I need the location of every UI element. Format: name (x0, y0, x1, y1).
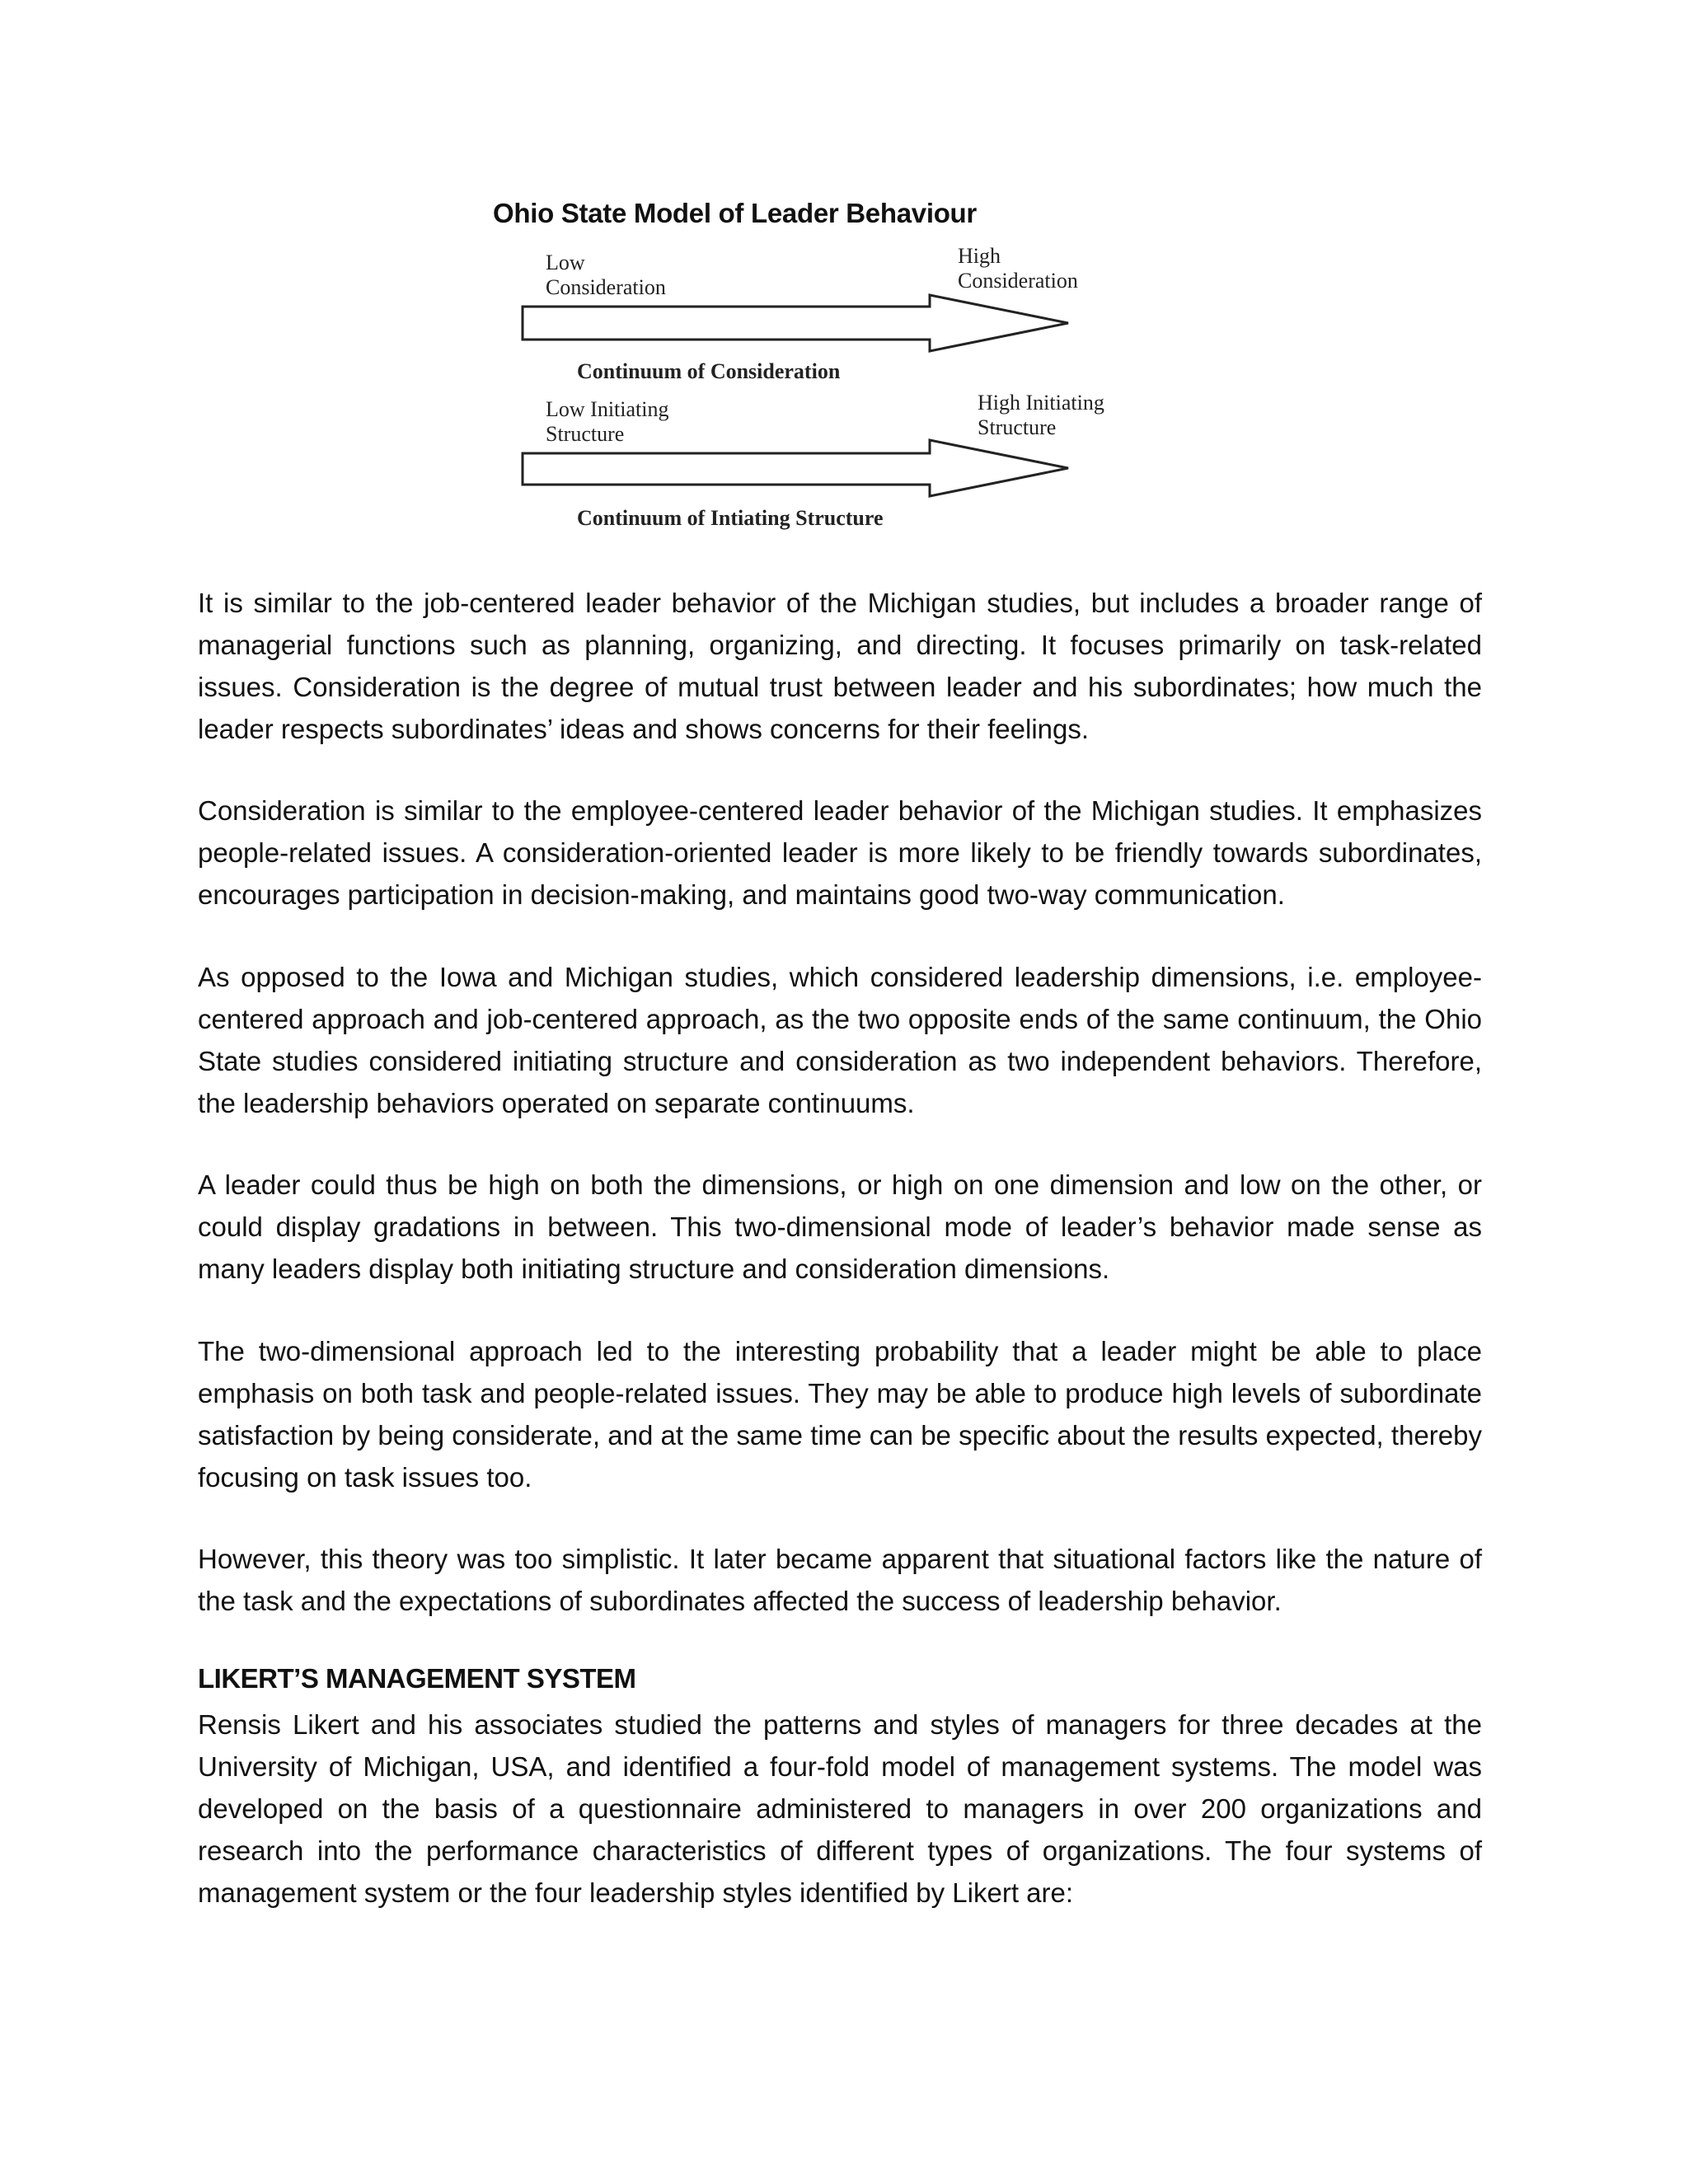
figure-title: Ohio State Model of Leader Behaviour (493, 198, 977, 228)
paragraph-3: As opposed to the Iowa and Michigan studies, which considered leadership dimensions, i.e. employee-centered approach and job-centered approach, as the two opposite ends of the same continuum, the Ohio State studies considered initiating structure and consideration as two independent behaviors. Therefore, the leadership behaviors operated on separate continuums. (198, 962, 1482, 1118)
paragraph-1: It is similar to the job-centered leader behavior of the Michigan studies, but includes a broader range of managerial functions such as planning, organizing, and directing. It focuses primarily on task-related issues. Consideration is the degree of mutual trust between leader and his subordinates; how much the leader respects subordinates’ ideas and shows concerns for their feelings. (198, 588, 1482, 744)
initiating-structure-arrow (523, 440, 1068, 496)
consideration-arrow (523, 295, 1068, 351)
paragraph-4: A leader could thus be high on both the dimensions, or high on one dimension and low on the other, or could display gradations in between. This two-dimensional mode of leader’s behavior made sense as many leaders display both initiating structure and consideration dimensions. (198, 1169, 1482, 1284)
section-heading: LIKERT’S MANAGEMENT SYSTEM (198, 1663, 636, 1694)
paragraph-6: However, this theory was too simplistic. It later became apparent that situational factors like the nature of the task and the expectations of subordinates affected the success of leadership behavior. (198, 1544, 1482, 1616)
consideration-caption: Continuum of Consideration (577, 359, 841, 383)
ohio-state-diagram (519, 239, 1146, 544)
initiating-structure-caption: Continuum of Intiating Structure (577, 506, 884, 530)
paragraph-5: The two-dimensional approach led to the interesting probability that a leader might be able to place emphasis on both task and people-related issues. They may be able to produce high levels of subordinate satisfaction by being considerate, and at the same time can be specific about the results expected, thereby focusing on task issues too. (198, 1336, 1482, 1493)
section-paragraph: Rensis Likert and his associates studied the patterns and styles of managers for three decades at the University of Michigan, USA, and identified a four-fold model of management systems. The model was developed on the basis of a questionnaire administered to managers in over 200 organizations and research into the performance characteristics of different types of organizations. The four systems of management system or the four leadership styles identified by Likert are: (198, 1709, 1482, 1908)
paragraph-2: Consideration is similar to the employee-centered leader behavior of the Michigan studies. It emphasizes people-related issues. A consideration-oriented leader is more likely to be friendly towards subordinates, encourages participation in decision-making, and maintains good two-way communication. (198, 795, 1482, 910)
low-consideration-label: Low Consideration (546, 251, 666, 299)
low-initiating-structure-label: Low Initiating Structure (546, 397, 669, 446)
high-consideration-label: High Consideration (958, 244, 1078, 293)
high-initiating-structure-label: High Initiating Structure (978, 391, 1104, 439)
